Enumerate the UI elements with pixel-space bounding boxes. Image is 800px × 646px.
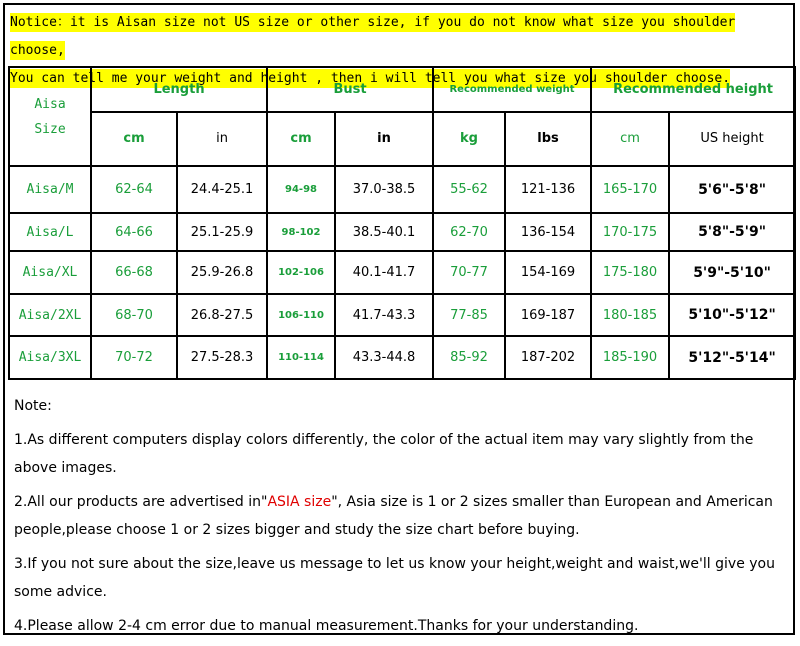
bust-cm-cell: 106-110: [267, 294, 335, 337]
weight-kg-cell: 77-85: [433, 294, 505, 337]
weight-lbs-cell: 169-187: [505, 294, 591, 337]
length-in-cell: 26.8-27.5: [177, 294, 267, 337]
bust-in-cell: 43.3-44.8: [335, 336, 433, 379]
height-us-cell: 5'12"-5'14": [669, 336, 795, 379]
weight-group-header: Recommended weight: [433, 67, 591, 112]
length-in-cell: 25.1-25.9: [177, 213, 267, 251]
size-label: Aisa/M: [9, 166, 91, 213]
size-label: Aisa/2XL: [9, 294, 91, 337]
unit-weight-lbs: lbs: [505, 112, 591, 167]
weight-kg-cell: 62-70: [433, 213, 505, 251]
length-in-cell: 25.9-26.8: [177, 251, 267, 294]
bust-group-header: Bust: [267, 67, 433, 112]
size-header-line-2: Size: [34, 121, 66, 137]
bust-in-cell: 41.7-43.3: [335, 294, 433, 337]
unit-height-us: US height: [669, 112, 795, 167]
height-group-header: Recommended height: [591, 67, 795, 112]
length-cm-cell: 66-68: [91, 251, 177, 294]
notes-section: [14, 392, 794, 646]
bust-cm-cell: 110-114: [267, 336, 335, 379]
note-4: 4.Please allow 2-4 cm error due to manual measurement.Thanks for your understanding.: [14, 618, 639, 634]
table-row: [9, 336, 795, 379]
height-us-cell: 5'9"-5'10": [669, 251, 795, 294]
notes-heading: Note:: [14, 398, 52, 414]
bust-in-cell: 40.1-41.7: [335, 251, 433, 294]
unit-bust-cm: cm: [267, 112, 335, 167]
size-label: Aisa/3XL: [9, 336, 91, 379]
weight-kg-cell: 55-62: [433, 166, 505, 213]
height-cm-cell: 185-190: [591, 336, 669, 379]
note-2: [14, 488, 794, 544]
note-2-end: ", Asia size is 1 or 2 sizes smaller than European and American people,please choose 1 or 2 sizes bigger and study the size chart before buying.: [14, 494, 773, 538]
height-cm-cell: 170-175: [591, 213, 669, 251]
unit-height-cm: cm: [591, 112, 669, 167]
weight-lbs-cell: 121-136: [505, 166, 591, 213]
bust-cm-cell: 94-98: [267, 166, 335, 213]
unit-weight-kg: kg: [433, 112, 505, 167]
notice-line-2: You can tell me your weight and height , then i will tell you what size you shoulder choose.: [10, 71, 731, 86]
weight-lbs-cell: 187-202: [505, 336, 591, 379]
length-cm-cell: 62-64: [91, 166, 177, 213]
height-cm-cell: 180-185: [591, 294, 669, 337]
table-row: [9, 251, 795, 294]
unit-length-cm: cm: [91, 112, 177, 167]
unit-bust-in: in: [335, 112, 433, 167]
length-in-cell: 24.4-25.1: [177, 166, 267, 213]
bust-in-cell: 37.0-38.5: [335, 166, 433, 213]
length-group-header: Length: [91, 67, 267, 112]
size-column-header: [9, 67, 91, 166]
table-row: [9, 213, 795, 251]
size-chart-table: [8, 66, 796, 380]
height-cm-cell: 165-170: [591, 166, 669, 213]
bust-in-cell: 38.5-40.1: [335, 213, 433, 251]
length-cm-cell: 64-66: [91, 213, 177, 251]
bust-cm-cell: 102-106: [267, 251, 335, 294]
weight-lbs-cell: 154-169: [505, 251, 591, 294]
bust-cm-cell: 98-102: [267, 213, 335, 251]
height-us-cell: 5'8"-5'9": [669, 213, 795, 251]
asia-size-highlight: ASIA size: [267, 494, 332, 510]
size-label: Aisa/XL: [9, 251, 91, 294]
size-label: Aisa/L: [9, 213, 91, 251]
size-header-line-1: Aisa: [34, 96, 66, 112]
notice-line-1: Notice：it is Aisan size not US size or other size, if you do not know what size you shoulder choose,: [10, 15, 736, 58]
height-us-cell: 5'6"-5'8": [669, 166, 795, 213]
length-in-cell: 27.5-28.3: [177, 336, 267, 379]
weight-kg-cell: 85-92: [433, 336, 505, 379]
weight-kg-cell: 70-77: [433, 251, 505, 294]
height-us-cell: 5'10"-5'12": [669, 294, 795, 337]
length-cm-cell: 70-72: [91, 336, 177, 379]
height-cm-cell: 175-180: [591, 251, 669, 294]
length-cm-cell: 68-70: [91, 294, 177, 337]
note-3: 3.If you not sure about the size,leave us message to let us know your height,weight and waist,we'll give you some advice.: [14, 556, 775, 600]
table-row: [9, 294, 795, 337]
weight-lbs-cell: 136-154: [505, 213, 591, 251]
unit-length-in: in: [177, 112, 267, 167]
table-row: [9, 166, 795, 213]
note-2-start: 2.All our products are advertised in": [14, 494, 268, 510]
note-1: 1.As different computers display colors differently, the color of the actual item may vary slightly from the above images.: [14, 432, 754, 476]
